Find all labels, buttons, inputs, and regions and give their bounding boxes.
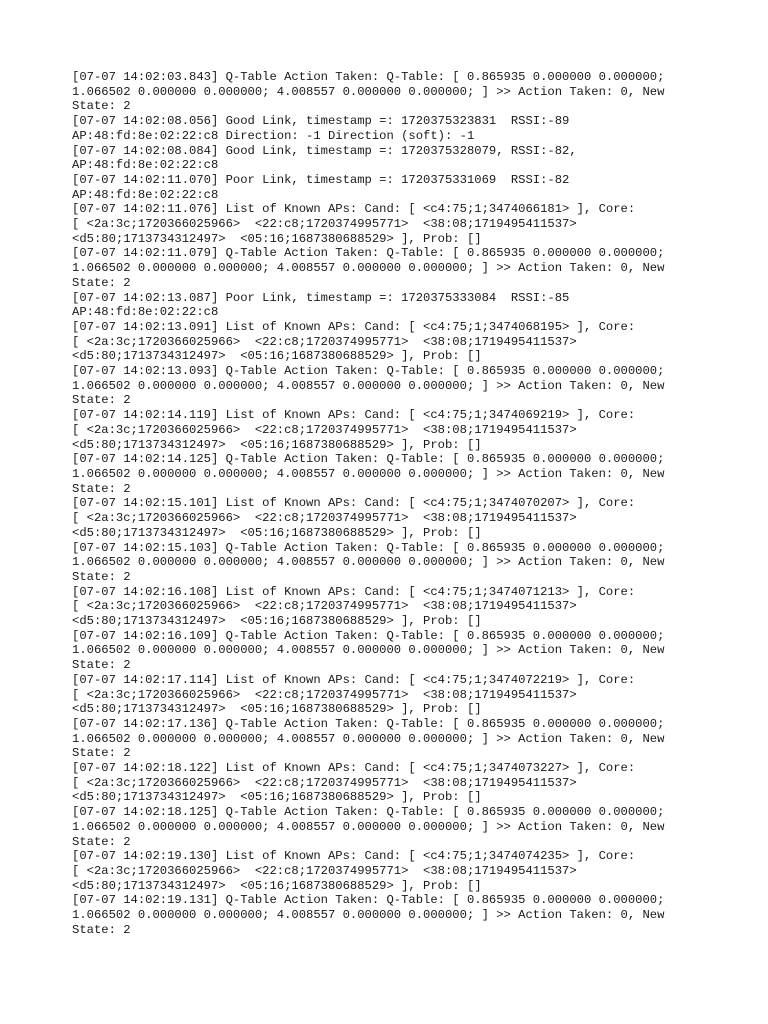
- log-line: State: 2: [72, 746, 131, 761]
- log-line: [07-07 14:02:03.843] Q-Table Action Taken: Q-Table: [ 0.865935 0.000000 0.000000;: [72, 70, 665, 84]
- log-line: [07-07 14:02:18.122] List of Known APs: Cand: [ <c4:75;1;3474073227> ], Core:: [72, 761, 636, 776]
- log-line: [07-07 14:02:18.125] Q-Table Action Taken: Q-Table: [ 0.865935 0.000000 0.000000;: [72, 805, 665, 820]
- log-line: <d5:80;1713734312497> <05:16;1687380688529> ], Prob: []: [72, 702, 482, 717]
- log-line: [07-07 14:02:08.084] Good Link, timestamp =: 1720375328079, RSSI:-82,: [72, 143, 577, 158]
- log-line: 1.066502 0.000000 0.000000; 4.008557 0.000000 0.000000; ] >> Action Taken: 0, New: [72, 555, 665, 570]
- log-line: [ <2a:3c;1720366025966> <22:c8;1720374995771> <38:08;1719495411537>: [72, 687, 577, 702]
- log-line: State: 2: [72, 393, 131, 408]
- log-line: <d5:80;1713734312497> <05:16;1687380688529> ], Prob: []: [72, 231, 482, 246]
- log-line: [07-07 14:02:13.091] List of Known APs: Cand: [ <c4:75;1;3474068195> ], Core:: [72, 319, 636, 334]
- log-line: [07-07 14:02:17.136] Q-Table Action Taken: Q-Table: [ 0.865935 0.000000 0.000000;: [72, 716, 665, 731]
- log-document: [72, 70, 692, 937]
- log-line: State: 2: [72, 275, 131, 290]
- log-line: [07-07 14:02:13.093] Q-Table Action Taken: Q-Table: [ 0.865935 0.000000 0.000000;: [72, 364, 665, 379]
- log-line: [07-07 14:02:14.125] Q-Table Action Taken: Q-Table: [ 0.865935 0.000000 0.000000;: [72, 452, 665, 467]
- log-line: State: 2: [72, 481, 131, 496]
- log-line: 1.066502 0.000000 0.000000; 4.008557 0.000000 0.000000; ] >> Action Taken: 0, New: [72, 84, 665, 99]
- log-line: 1.066502 0.000000 0.000000; 4.008557 0.000000 0.000000; ] >> Action Taken: 0, New: [72, 466, 665, 481]
- log-line: [07-07 14:02:19.131] Q-Table Action Taken: Q-Table: [ 0.865935 0.000000 0.000000;: [72, 893, 665, 908]
- log-line: [07-07 14:02:13.087] Poor Link, timestamp =: 1720375333084 RSSI:-85: [72, 290, 570, 305]
- log-line: 1.066502 0.000000 0.000000; 4.008557 0.000000 0.000000; ] >> Action Taken: 0, New: [72, 908, 665, 923]
- log-line: [07-07 14:02:17.114] List of Known APs: Cand: [ <c4:75;1;3474072219> ], Core:: [72, 672, 636, 687]
- log-line: [07-07 14:02:16.109] Q-Table Action Taken: Q-Table: [ 0.865935 0.000000 0.000000;: [72, 628, 665, 643]
- log-line: State: 2: [72, 834, 131, 849]
- log-line: [ <2a:3c;1720366025966> <22:c8;1720374995771> <38:08;1719495411537>: [72, 511, 577, 526]
- log-line: [ <2a:3c;1720366025966> <22:c8;1720374995771> <38:08;1719495411537>: [72, 775, 577, 790]
- log-line: [07-07 14:02:11.076] List of Known APs: Cand: [ <c4:75;1;3474066181> ], Core:: [72, 202, 636, 217]
- log-line: State: 2: [72, 569, 131, 584]
- log-line: 1.066502 0.000000 0.000000; 4.008557 0.000000 0.000000; ] >> Action Taken: 0, New: [72, 643, 665, 658]
- log-line: 1.066502 0.000000 0.000000; 4.008557 0.000000 0.000000; ] >> Action Taken: 0, New: [72, 261, 665, 276]
- log-line: <d5:80;1713734312497> <05:16;1687380688529> ], Prob: []: [72, 525, 482, 540]
- log-line: [07-07 14:02:08.056] Good Link, timestamp =: 1720375323831 RSSI:-89: [72, 114, 570, 129]
- log-line: [ <2a:3c;1720366025966> <22:c8;1720374995771> <38:08;1719495411537>: [72, 217, 577, 232]
- log-line: [ <2a:3c;1720366025966> <22:c8;1720374995771> <38:08;1719495411537>: [72, 599, 577, 614]
- log-line: 1.066502 0.000000 0.000000; 4.008557 0.000000 0.000000; ] >> Action Taken: 0, New: [72, 819, 665, 834]
- log-line: [07-07 14:02:16.108] List of Known APs: Cand: [ <c4:75;1;3474071213> ], Core:: [72, 584, 636, 599]
- log-line: [ <2a:3c;1720366025966> <22:c8;1720374995771> <38:08;1719495411537>: [72, 334, 577, 349]
- log-line: [07-07 14:02:15.103] Q-Table Action Taken: Q-Table: [ 0.865935 0.000000 0.000000;: [72, 540, 665, 555]
- log-line: AP:48:fd:8e:02:22:c8: [72, 158, 219, 173]
- log-line: [ <2a:3c;1720366025966> <22:c8;1720374995771> <38:08;1719495411537>: [72, 863, 577, 878]
- log-line: <d5:80;1713734312497> <05:16;1687380688529> ], Prob: []: [72, 790, 482, 805]
- log-line: State: 2: [72, 922, 131, 937]
- log-line: AP:48:fd:8e:02:22:c8: [72, 305, 219, 320]
- log-line: [07-07 14:02:11.079] Q-Table Action Taken: Q-Table: [ 0.865935 0.000000 0.000000;: [72, 246, 665, 261]
- log-line: <d5:80;1713734312497> <05:16;1687380688529> ], Prob: []: [72, 349, 482, 364]
- log-line: [07-07 14:02:15.101] List of Known APs: Cand: [ <c4:75;1;3474070207> ], Core:: [72, 496, 636, 511]
- log-line: 1.066502 0.000000 0.000000; 4.008557 0.000000 0.000000; ] >> Action Taken: 0, New: [72, 731, 665, 746]
- log-line: <d5:80;1713734312497> <05:16;1687380688529> ], Prob: []: [72, 878, 482, 893]
- log-line: [07-07 14:02:11.070] Poor Link, timestamp =: 1720375331069 RSSI:-82: [72, 172, 570, 187]
- log-line: 1.066502 0.000000 0.000000; 4.008557 0.000000 0.000000; ] >> Action Taken: 0, New: [72, 378, 665, 393]
- log-line: [07-07 14:02:14.119] List of Known APs: Cand: [ <c4:75;1;3474069219> ], Core:: [72, 408, 636, 423]
- log-line: AP:48:fd:8e:02:22:c8: [72, 187, 219, 202]
- log-line: State: 2: [72, 99, 131, 114]
- log-line: State: 2: [72, 658, 131, 673]
- log-line: <d5:80;1713734312497> <05:16;1687380688529> ], Prob: []: [72, 614, 482, 629]
- log-line: <d5:80;1713734312497> <05:16;1687380688529> ], Prob: []: [72, 437, 482, 452]
- log-line: [ <2a:3c;1720366025966> <22:c8;1720374995771> <38:08;1719495411537>: [72, 422, 577, 437]
- log-line: [07-07 14:02:19.130] List of Known APs: Cand: [ <c4:75;1;3474074235> ], Core:: [72, 849, 636, 864]
- log-line: AP:48:fd:8e:02:22:c8 Direction: -1 Direction (soft): -1: [72, 128, 475, 143]
